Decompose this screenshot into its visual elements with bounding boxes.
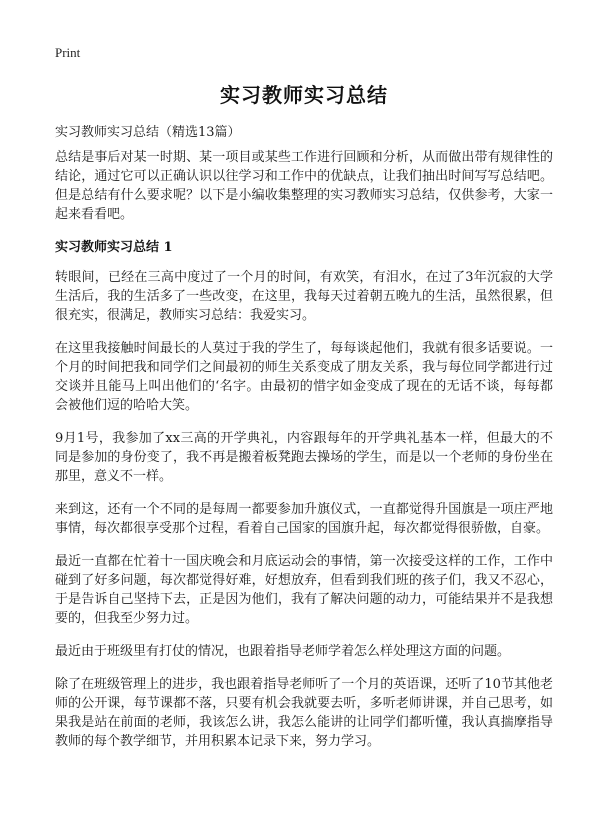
body-paragraph: 除了在班级管理上的进步，我也跟着指导老师听了一个月的英语课，还听了10节其他老师的公开课，每节课都不落，只要有机会我就要去听，多听老师讲课，并自己思考，如果我是站在前面的老师，我该怎么讲，我怎么能讲的让同学们都听懂，我认真揣摩指导教师的每个教学细节，并用积累本记录下来，努力学习。: [55, 677, 553, 749]
body-paragraph: 9月1号，我参加了xx三高的开学典礼，内容跟每年的开学典礼基本一样，但最大的不同是参加的身份变了，我不再是搬着板凳跑去操场的学生，而是以一个老师的身份坐在那里，意义不一样。: [55, 431, 553, 484]
intro-paragraph: 总结是事后对某一时期、某一项目或某些工作进行回顾和分析，从而做出带有规律性的结论，通过它可以正确认识以往学习和工作中的优缺点，让我们抽出时间写写总结吧。但是总结有什么要求呢？以下是小编收集整理的实习教师实习总结，仅供参考，大家一起来看看吧。: [55, 150, 553, 222]
document-subtitle: 实习教师实习总结（精选13篇）: [55, 125, 241, 140]
document-body: [55, 148, 553, 765]
body-paragraph: 来到这，还有一个不同的是每周一都要参加升旗仪式，一直都觉得升国旗是一项庄严地事情，每次都很享受那个过程，看着自己国家的国旗升起，每次都觉得很骄傲，自豪。: [55, 502, 553, 536]
body-paragraph: 在这里我接触时间最长的人莫过于我的学生了，每每谈起他们，我就有很多话要说。一个月的时间把我和同学们之间最初的师生关系变成了朋友关系，我与每位同学都进行过交谈并且能马上叫出他们的‘名字。由最初的惜字如金变成了现在的无话不谈，每每都会被他们逗的哈哈大笑。: [55, 341, 553, 413]
page-title: 实习教师实习总结: [220, 83, 388, 107]
print-link[interactable]: Print: [55, 45, 81, 60]
section-heading: 实习教师实习总结 1: [55, 240, 173, 255]
body-paragraph: 转眼间，已经在三高中度过了一个月的时间，有欢笑，有泪水，在过了3年沉寂的大学生活后，我的生活多了一些改变，在这里，我每天过着朝五晚九的生活，虽然很累，但很充实，很满足，教师实习总结：我爱实习。: [55, 270, 553, 323]
body-paragraph: 最近一直都在忙着十一国庆晚会和月底运动会的事情，第一次接受这样的工作，工作中碰到了好多问题，每次都觉得好难，好想放弃，但看到我们班的孩子们，我又不忍心，于是告诉自己坚持下去，正是因为他们，我有了解决问题的动力，可能结果并不是我想要的，但我至少努力过。: [55, 554, 553, 626]
body-paragraph: 最近由于班级里有打仗的情况，也跟着指导老师学着怎么样处理这方面的问题。: [55, 644, 511, 659]
